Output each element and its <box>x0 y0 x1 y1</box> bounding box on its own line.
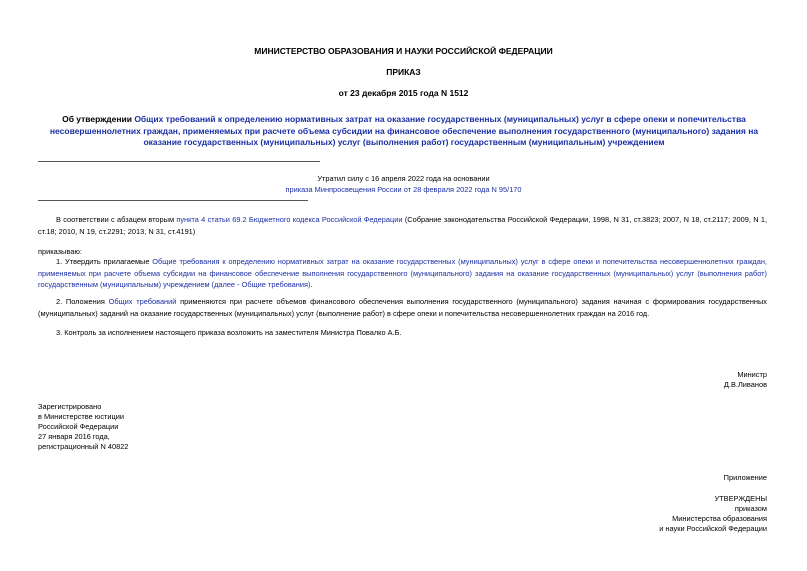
general-requirements-link[interactable]: Общие требования к определению нормативных затрат на оказание государственных (муниципальных) услуг в сфере опеки и попечительства несовершеннолетних граждан, применяемых при расчете объема субсидии на финансовое обеспечение выполнения государственного (муниципального) задания на оказание государственных (муниципальных) услуг (выполнения работ) государственным (муниципальным) учреждением (далее - Общие требования) <box>38 257 767 289</box>
budget-code-link[interactable]: пункта 4 статьи 69.2 Бюджетного кодекса Российской Федерации <box>176 215 403 224</box>
registration-line-1: Зарегистрировано <box>38 402 102 411</box>
item-2-text: 2. Положения <box>56 297 109 306</box>
signature-name: Д.В.Ливанов <box>723 380 767 389</box>
date-number-heading: от 23 декабря 2015 года N 1512 <box>338 88 469 98</box>
title-link[interactable]: Общих требований к определению нормативных затрат на оказание государственных (муниципальных) услуг в сфере опеки и попечительства несовершеннолетних граждан, применяемых при расчете объема субсидии на финансовое обеспечение выполнения государственного (муниципального) задания на оказание государственных (муниципальных) услуг (выполнения работ) государственным (муниципальным) учреждением <box>49 114 759 147</box>
registration-line-5: регистрационный N 40822 <box>38 442 129 451</box>
repeal-order-link[interactable]: приказа Минпросвещения России от 28 февраля 2022 года N 95/170 <box>285 185 522 194</box>
divider-top <box>38 161 320 162</box>
item-1-paragraph <box>38 256 767 291</box>
item-1-end: . <box>310 280 313 289</box>
doc-type-heading: ПРИКАЗ <box>386 67 421 77</box>
item-2-text-end: применяются при расчете объемов финансового обеспечения выполнения государственного (муниципального) задания начиная с формирования государственных (муниципальных) заданий на оказание государственных (муниципальных) услуг (выполнение работ) в сфере опеки и попечительства несовершеннолетних граждан на 2016 год. <box>38 297 767 318</box>
title-prefix: Об утверждении <box>62 114 135 124</box>
registration-line-4: 27 января 2016 года, <box>38 432 110 441</box>
preamble-text-1: В соответствии с абзацем вторым <box>56 215 177 224</box>
registration-line-2: в Министерстве юстиции <box>38 412 125 421</box>
approved-label: УТВЕРЖДЕНЫ <box>714 494 767 503</box>
ministry-heading: МИНИСТЕРСТВО ОБРАЗОВАНИЯ И НАУКИ РОССИЙСКОЙ ФЕДЕРАЦИИ <box>254 46 553 56</box>
document-title <box>34 114 774 149</box>
item-2-paragraph <box>38 296 767 319</box>
appendix-label: Приложение <box>723 473 767 482</box>
status-line-1: Утратил силу с 16 апреля 2022 года на основании <box>317 174 490 183</box>
item-3-paragraph: 3. Контроль за исполнением настоящего приказа возложить на заместителя Министра Повалко А.Б. <box>56 328 402 337</box>
approved-line-1: приказом <box>734 504 767 513</box>
orders-word: приказываю: <box>38 247 82 256</box>
signature-position: Министр <box>737 370 767 379</box>
item-1-text: 1. Утвердить прилагаемые <box>56 257 153 266</box>
preamble-text-2: (Собрание законодательства Российской Федерации, 1998, N 31, ст.3823; 2007, N 18, ст.2117; 2009, N 1, ст.18; 2010, N 19, ст.2291; 2013, N 31, ст.4191) <box>38 215 768 236</box>
divider-bottom <box>38 200 308 201</box>
registration-line-3: Российской Федерации <box>38 422 119 431</box>
approved-line-3: и науки Российской Федерации <box>659 524 767 533</box>
approved-line-2: Министерства образования <box>672 514 767 523</box>
preamble-paragraph <box>38 214 767 237</box>
general-requirements-link-2[interactable]: Общих требований <box>108 297 177 306</box>
